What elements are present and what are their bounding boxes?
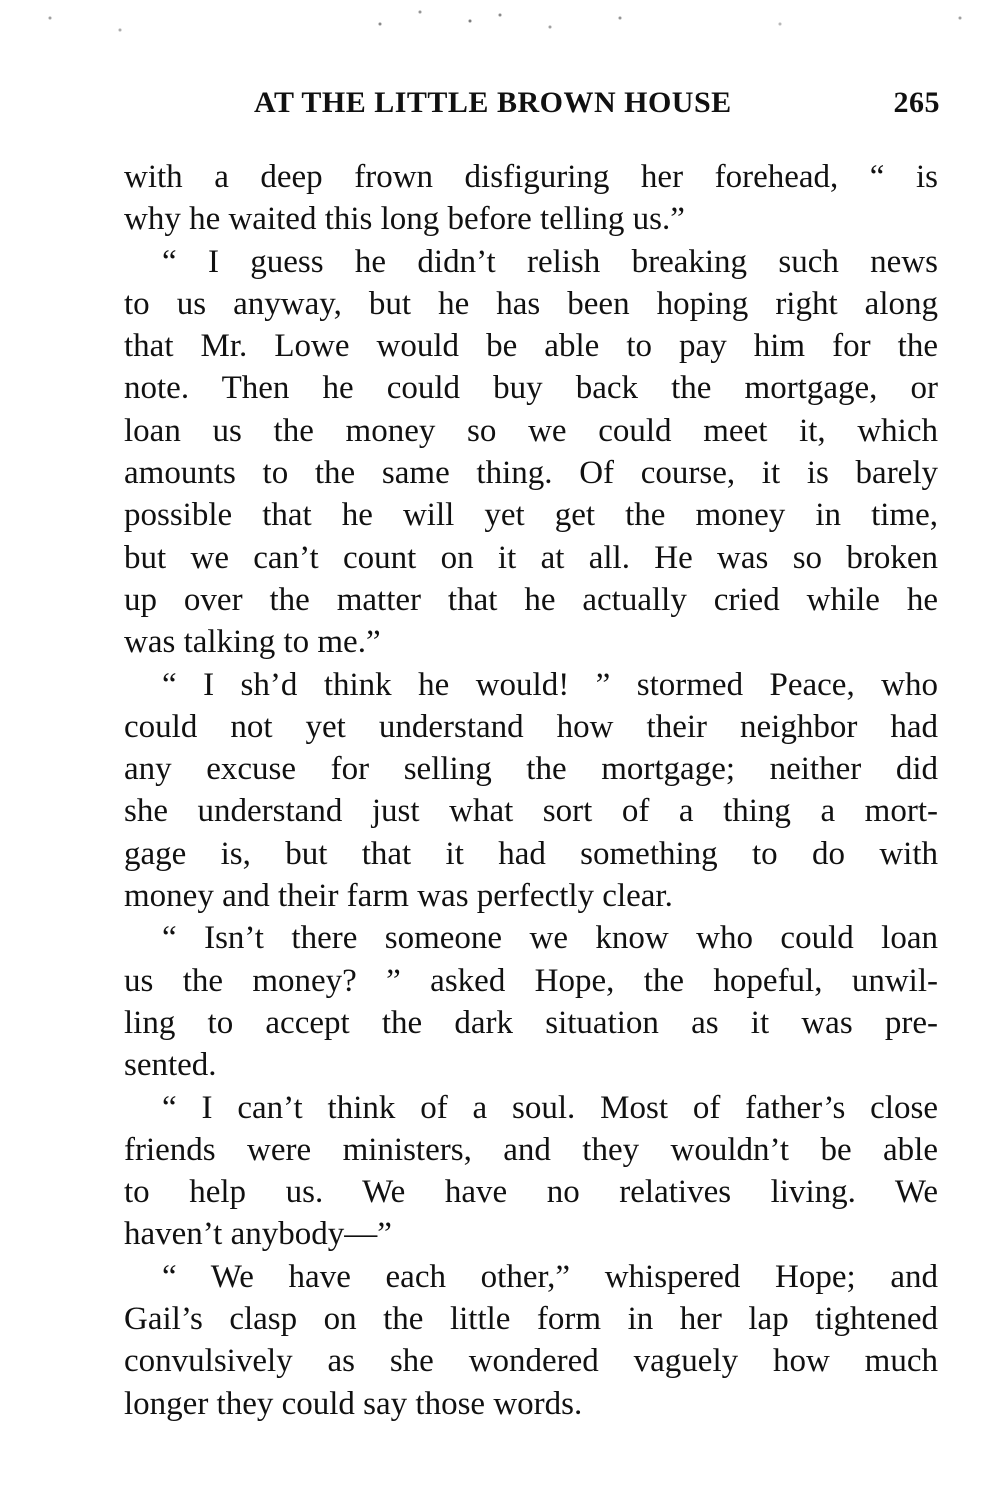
text-line: to us anyway, but he has been hoping right along xyxy=(124,285,938,322)
text-line: money and their farm was perfectly clear. xyxy=(124,878,673,915)
running-title: AT THE LITTLE BROWN HOUSE xyxy=(254,86,732,119)
text-line: possible that he will yet get the money in time, xyxy=(124,497,938,534)
text-line: “ I can’t think of a soul. Most of father’s close xyxy=(162,1089,938,1126)
text-line: Gail’s clasp on the little form in her lap tightened xyxy=(124,1301,938,1338)
text-line: any excuse for selling the mortgage; neither did xyxy=(124,751,938,788)
text-line: longer they could say those words. xyxy=(124,1385,583,1422)
text-line: us the money? ” asked Hope, the hopeful, unwil- xyxy=(124,962,938,999)
text-line: to help us. We have no relatives living. We xyxy=(124,1174,938,1211)
text-line: “ Isn’t there someone we know who could loan xyxy=(162,920,938,957)
text-line: loan us the money so we could meet it, which xyxy=(124,412,938,449)
body-text xyxy=(124,156,938,1425)
text-line: was talking to me.” xyxy=(124,624,381,661)
running-header xyxy=(240,86,940,126)
text-line: up over the matter that he actually cried while he xyxy=(124,581,938,618)
text-line: “ I sh’d think he would! ” stormed Peace, who xyxy=(162,666,938,703)
text-line: amounts to the same thing. Of course, it is barely xyxy=(124,455,938,492)
text-line: could not yet understand how their neighbor had xyxy=(124,708,938,745)
text-line: with a deep frown disfiguring her forehead, “ is xyxy=(124,159,938,195)
text-line: friends were ministers, and they wouldn’t be able xyxy=(124,1131,938,1168)
text-line: sented. xyxy=(124,1047,217,1084)
text-line: ling to accept the dark situation as it was pre- xyxy=(124,1004,938,1041)
text-line: note. Then he could buy back the mortgage, or xyxy=(124,370,938,407)
text-line: but we can’t count on it at all. He was so broken xyxy=(124,539,938,576)
text-line: haven’t anybody—” xyxy=(124,1216,392,1253)
text-line: that Mr. Lowe would be able to pay him for the xyxy=(124,328,938,365)
scan-speckle xyxy=(0,0,1000,60)
text-line: she understand just what sort of a thing a mort- xyxy=(124,793,938,830)
text-line: gage is, but that it had something to do with xyxy=(124,835,938,872)
page-number: 265 xyxy=(893,86,940,119)
text-line: why he waited this long before telling us.” xyxy=(124,201,685,238)
text-line: “ I guess he didn’t relish breaking such news xyxy=(162,243,938,280)
text-line: “ We have each other,” whispered Hope; and xyxy=(162,1258,938,1295)
text-line: convulsively as she wondered vaguely how much xyxy=(124,1343,938,1380)
